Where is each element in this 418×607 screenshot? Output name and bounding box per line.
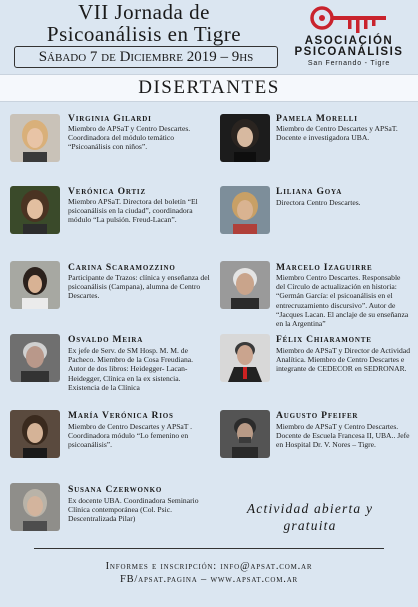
speaker-photo — [220, 334, 270, 382]
speaker-bio: Miembro de Centro Descartes y APSaT . Coordinadora módulo “Lo femenino en psicoanálisis”. — [68, 422, 193, 450]
speaker-photo — [220, 114, 270, 162]
speaker-photo — [10, 186, 60, 234]
speaker-name: Félix Chiaramonte — [276, 334, 372, 345]
speaker-name: Marcelo Izaguirre — [276, 262, 373, 273]
speaker-name: Verónica Ortiz — [68, 186, 146, 197]
footer-links: FB/apsat.pagina – www.apsat.com.ar — [119, 574, 299, 585]
speaker-bio: Miembro Centro Descartes. Responsable del Círculo de actualización en historia: “Germán García: el psicoanálisis en el entrecruzamiento discursivo”. Autor de “Jacques Lacan. El anclaje de su enseñanza en la Argentina” — [276, 273, 409, 329]
activity-note — [222, 500, 398, 534]
speaker-photo — [10, 261, 60, 309]
logo-text-line3: San Fernando - Tigre — [307, 60, 391, 67]
speaker-name: Carina Scaramozzino — [68, 262, 176, 273]
logo-text-line1: ASOCIACIÓN — [304, 35, 394, 47]
speaker-name: Osvaldo Meira — [68, 334, 144, 345]
footer — [0, 560, 418, 586]
speaker-bio: Miembro de APSaT y Centro Descartes. Docente de Escuela Francesa II, UBA.. Jefe en Hospital Dr. V. Nores – Tigre. — [276, 422, 410, 450]
speaker-photo — [10, 334, 60, 382]
speaker-bio: Participante de Trazos: clínica y enseñanza del psicoanálisis (Campana), alumna de Centro Descartes. — [68, 273, 210, 301]
footer-contact: Informes e inscripción: info@apsat.com.ar — [105, 561, 313, 572]
speaker-bio: Miembro de Centro Descartes y APSaT. Docente e investigadora UBA. — [276, 124, 398, 143]
speaker-bio: Ex jefe de Serv. de SM Hosp. M. M. de Pacheco. Miembro de la Cosa Freudiana. Autor de dos libros: Heidegger- Lacan- Heidegger, Clínica en la ex sistencia. Existencia de la Clínica — [68, 346, 194, 392]
activity-line2: gratuita — [283, 518, 337, 533]
speaker-photo — [220, 410, 270, 458]
apsat-logo — [284, 4, 414, 68]
speaker-bio: Miembro de APSaT y Director de Actividad Analítica. Miembro de Centro Descartes e integrante de CEDECOR en SEDRONAR. — [276, 346, 410, 374]
event-title — [14, 1, 274, 45]
speaker-name: Liliana Goya — [276, 186, 343, 197]
speaker-photo — [10, 114, 60, 162]
speaker-name: Augusto Pfeifer — [276, 410, 359, 421]
speaker-bio: Ex docente UBA. Coordinadora Seminario Clínica contemporánea (Col. Psic. Descentralizada Pilar) — [68, 496, 199, 524]
speaker-photo — [220, 261, 270, 309]
footer-divider — [34, 548, 384, 549]
key-icon — [308, 4, 390, 36]
event-title-line1: VII Jornada de — [78, 0, 210, 24]
logo-text-line2: PSICOANÁLISIS — [294, 46, 404, 58]
header — [0, 0, 418, 70]
event-date: Sábado 7 de Diciembre 2019 – 9hs — [14, 46, 278, 68]
speaker-name: Susana Czerwonko — [68, 484, 163, 495]
speaker-bio: Miembro de APSaT y Centro Descartes. Coordinadora del módulo temático “Psicoanálisis con niños”. — [68, 124, 191, 152]
speaker-name: Pamela Morelli — [276, 113, 358, 124]
speaker-photo — [10, 483, 60, 531]
speaker-photo — [10, 410, 60, 458]
speaker-bio: Directora Centro Descartes. — [276, 198, 361, 207]
speaker-name: Virginia Gilardi — [68, 113, 152, 124]
speaker-name: María Verónica Rios — [68, 410, 174, 421]
activity-line1: Actividad abierta y — [246, 501, 374, 516]
event-title-line2: Psicoanálisis en Tigre — [46, 22, 242, 46]
speaker-photo — [220, 186, 270, 234]
speaker-bio: Miembro APSaT. Directora del boletín “El psicoanálisis en la ciudad”, coordinadora módulo “La pulsión. Freud-Lacan”. — [68, 197, 198, 225]
section-title: DISERTANTES — [138, 77, 280, 98]
section-bar — [0, 74, 418, 102]
